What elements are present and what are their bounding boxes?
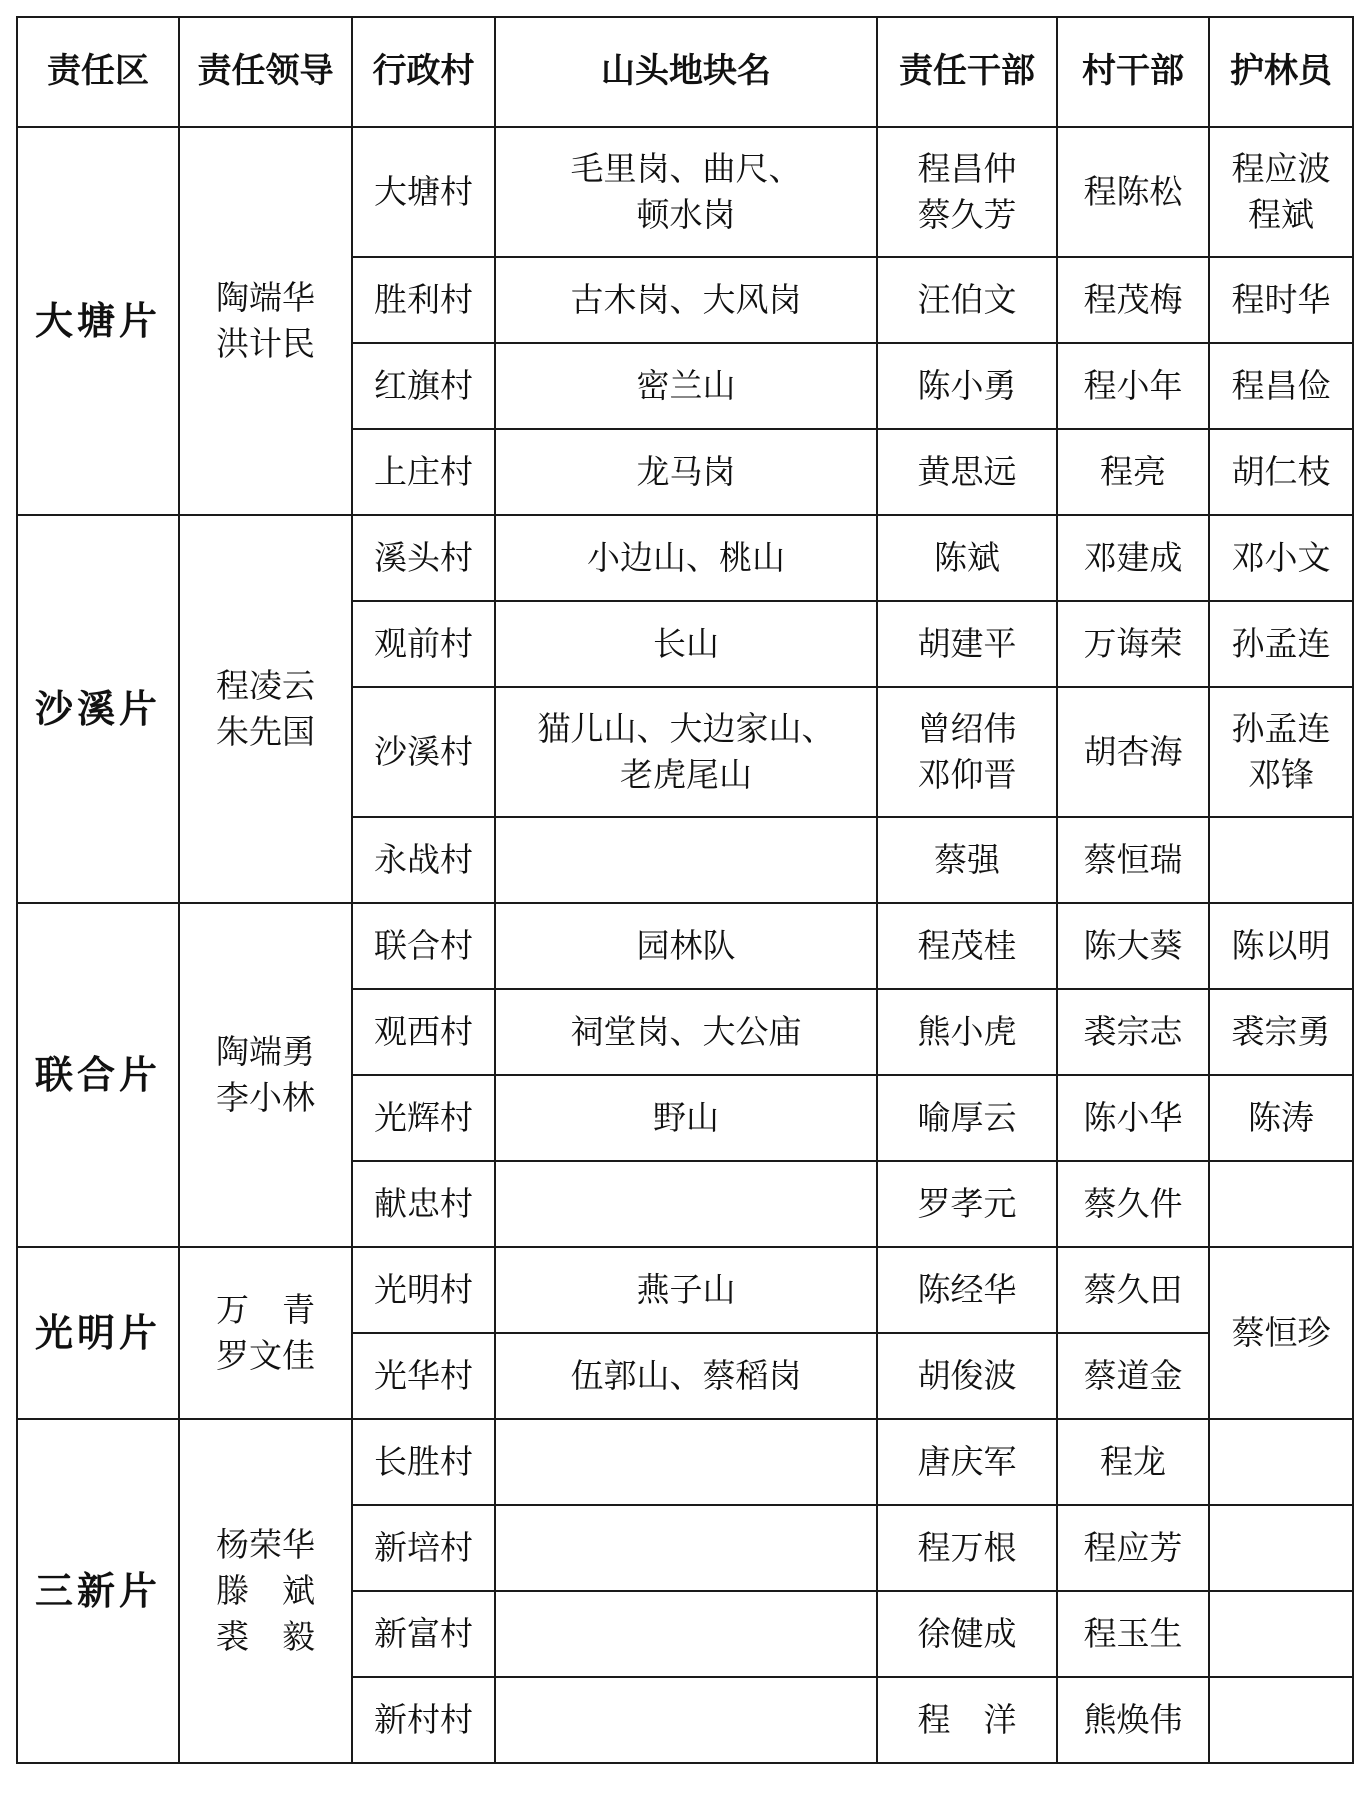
zone-leaders: 杨荣华 滕 斌 裘 毅 [179,1419,352,1763]
responsible-cadres: 陈斌 [877,515,1057,601]
forest-rangers [1209,1505,1353,1591]
village-name: 胜利村 [352,257,495,343]
village-cadre: 万诲荣 [1057,601,1209,687]
header-village-cadre: 村干部 [1057,17,1209,127]
plot-names: 古木岗、大风岗 [495,257,877,343]
village-name: 溪头村 [352,515,495,601]
header-village: 行政村 [352,17,495,127]
village-cadre: 程龙 [1057,1419,1209,1505]
header-cadre: 责任干部 [877,17,1057,127]
plot-names: 燕子山 [495,1247,877,1333]
forest-rangers: 程昌俭 [1209,343,1353,429]
forest-rangers [1209,1591,1353,1677]
responsible-cadres: 蔡强 [877,817,1057,903]
village-name: 长胜村 [352,1419,495,1505]
forest-rangers: 蔡恒珍 [1209,1247,1353,1419]
village-name: 大塘村 [352,127,495,257]
village-name: 观前村 [352,601,495,687]
village-cadre: 蔡道金 [1057,1333,1209,1419]
responsible-cadres: 程昌仲 蔡久芳 [877,127,1057,257]
responsible-cadres: 黄思远 [877,429,1057,515]
forest-rangers: 孙孟连 邓锋 [1209,687,1353,817]
plot-names: 野山 [495,1075,877,1161]
table-row [17,515,1353,601]
plot-names: 园林队 [495,903,877,989]
zone-leaders: 万 青 罗文佳 [179,1247,352,1419]
village-name: 新富村 [352,1591,495,1677]
village-cadre: 程亮 [1057,429,1209,515]
village-name: 红旗村 [352,343,495,429]
plot-names: 祠堂岗、大公庙 [495,989,877,1075]
forest-responsibility-table [16,16,1354,1764]
plot-names: 长山 [495,601,877,687]
header-zone: 责任区 [17,17,179,127]
village-name: 光华村 [352,1333,495,1419]
village-cadre: 程陈松 [1057,127,1209,257]
forest-rangers [1209,1677,1353,1763]
plot-names [495,817,877,903]
table-row [17,1419,1353,1505]
responsible-cadres: 曾绍伟 邓仰晋 [877,687,1057,817]
village-cadre: 蔡久件 [1057,1161,1209,1247]
zone-name: 大塘片 [17,127,179,515]
zone-leaders: 陶端华 洪计民 [179,127,352,515]
plot-names [495,1419,877,1505]
plot-names: 毛里岗、曲尺、 顿水岗 [495,127,877,257]
forest-rangers: 程应波 程斌 [1209,127,1353,257]
header-ranger: 护林员 [1209,17,1353,127]
table-row [17,903,1353,989]
zone-leaders: 程凌云 朱先国 [179,515,352,903]
village-cadre: 程茂梅 [1057,257,1209,343]
responsible-cadres: 汪伯文 [877,257,1057,343]
forest-rangers: 胡仁枝 [1209,429,1353,515]
plot-names: 密兰山 [495,343,877,429]
forest-rangers: 陈以明 [1209,903,1353,989]
plot-names [495,1677,877,1763]
village-cadre: 蔡久田 [1057,1247,1209,1333]
village-name: 献忠村 [352,1161,495,1247]
plot-names: 小边山、桃山 [495,515,877,601]
village-cadre: 程玉生 [1057,1591,1209,1677]
village-cadre: 程应芳 [1057,1505,1209,1591]
plot-names [495,1505,877,1591]
forest-rangers [1209,1419,1353,1505]
forest-rangers: 邓小文 [1209,515,1353,601]
village-name: 永战村 [352,817,495,903]
plot-names: 伍郭山、蔡稻岗 [495,1333,877,1419]
village-name: 光辉村 [352,1075,495,1161]
zone-leaders: 陶端勇 李小林 [179,903,352,1247]
responsible-cadres: 陈经华 [877,1247,1057,1333]
forest-rangers: 孙孟连 [1209,601,1353,687]
responsible-cadres: 罗孝元 [877,1161,1057,1247]
header-leader: 责任领导 [179,17,352,127]
responsible-cadres: 徐健成 [877,1591,1057,1677]
village-cadre: 胡杏海 [1057,687,1209,817]
table-row [17,127,1353,257]
header-plot: 山头地块名 [495,17,877,127]
village-name: 光明村 [352,1247,495,1333]
village-cadre: 陈小华 [1057,1075,1209,1161]
village-cadre: 熊焕伟 [1057,1677,1209,1763]
village-cadre: 程小年 [1057,343,1209,429]
village-name: 新村村 [352,1677,495,1763]
responsible-cadres: 程茂桂 [877,903,1057,989]
zone-name: 联合片 [17,903,179,1247]
plot-names [495,1161,877,1247]
responsible-cadres: 程 洋 [877,1677,1057,1763]
responsible-cadres: 喻厚云 [877,1075,1057,1161]
village-cadre: 邓建成 [1057,515,1209,601]
forest-rangers [1209,1161,1353,1247]
responsible-cadres: 程万根 [877,1505,1057,1591]
responsible-cadres: 唐庆军 [877,1419,1057,1505]
header-row [17,17,1353,127]
zone-name: 光明片 [17,1247,179,1419]
forest-rangers: 陈涛 [1209,1075,1353,1161]
responsible-cadres: 胡建平 [877,601,1057,687]
responsible-cadres: 熊小虎 [877,989,1057,1075]
zone-name: 沙溪片 [17,515,179,903]
village-cadre: 裘宗志 [1057,989,1209,1075]
zone-name: 三新片 [17,1419,179,1763]
village-name: 上庄村 [352,429,495,515]
responsible-cadres: 胡俊波 [877,1333,1057,1419]
plot-names [495,1591,877,1677]
forest-rangers: 程时华 [1209,257,1353,343]
village-name: 沙溪村 [352,687,495,817]
village-name: 观西村 [352,989,495,1075]
plot-names: 龙马岗 [495,429,877,515]
forest-rangers [1209,817,1353,903]
village-name: 联合村 [352,903,495,989]
forest-rangers: 裘宗勇 [1209,989,1353,1075]
table-row [17,1247,1353,1333]
plot-names: 猫儿山、大边家山、 老虎尾山 [495,687,877,817]
village-name: 新培村 [352,1505,495,1591]
village-cadre: 蔡恒瑞 [1057,817,1209,903]
village-cadre: 陈大葵 [1057,903,1209,989]
responsible-cadres: 陈小勇 [877,343,1057,429]
